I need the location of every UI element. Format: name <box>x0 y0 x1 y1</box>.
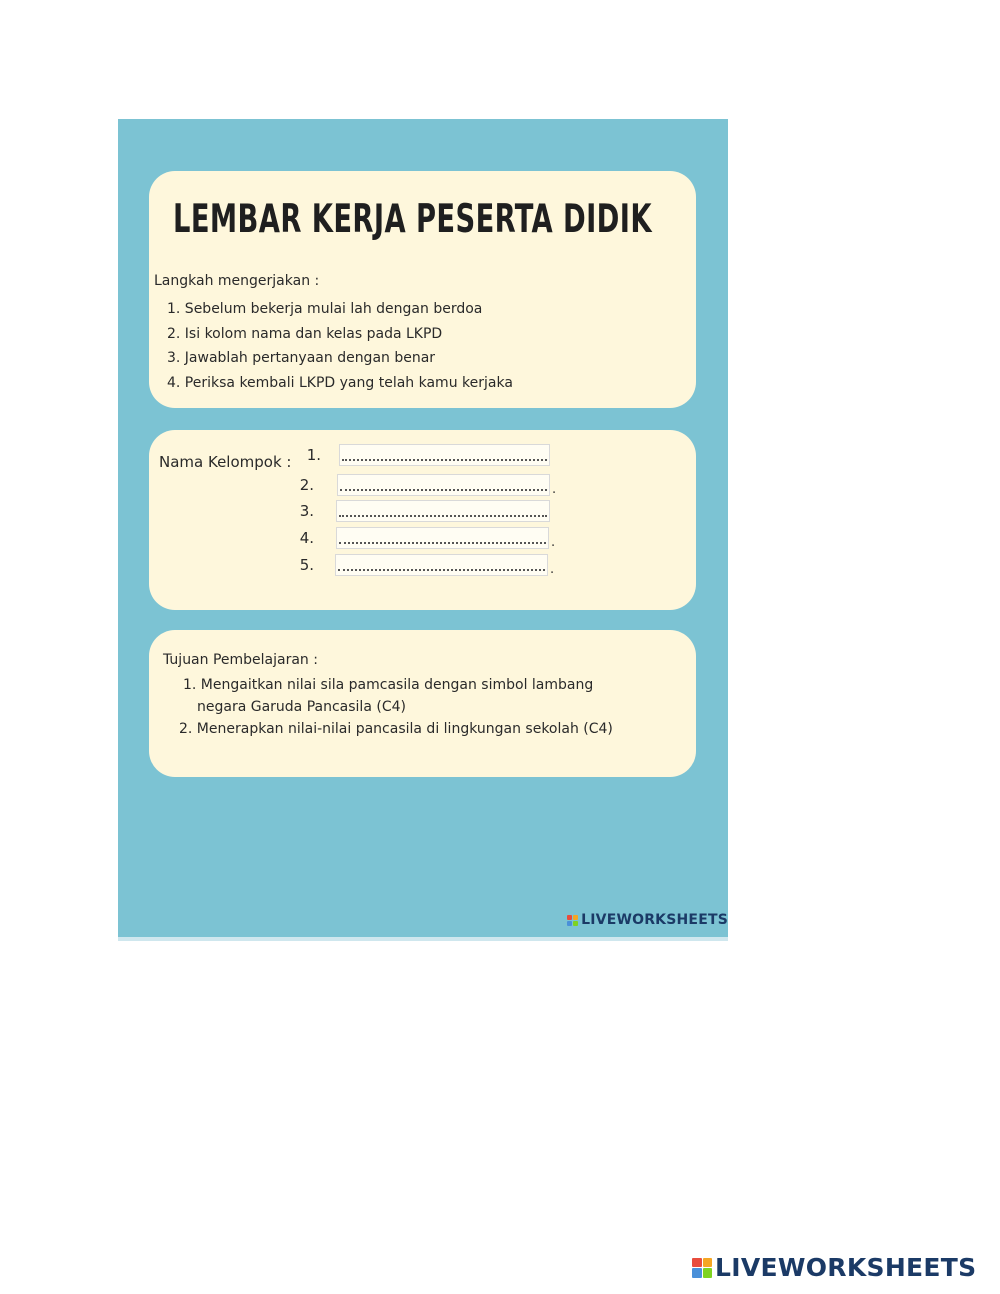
worksheet-image <box>118 119 728 939</box>
image-border <box>118 937 728 941</box>
liveworksheets-logo[interactable] <box>692 1253 976 1282</box>
instruction-step: 2. Isi kolom nama dan kelas pada LKPD <box>167 325 443 342</box>
instructions-card <box>149 171 696 408</box>
goal-item: 1. Mengaitkan nilai sila pamcasila dengan simbol lambang <box>183 677 594 693</box>
logo-blocks-icon <box>692 1258 712 1278</box>
worksheet-title: LEMBAR KERJA PESERTA DIDIK <box>173 197 652 242</box>
member-row-4: 4. . <box>292 527 562 551</box>
instructions-list <box>167 297 513 395</box>
member-row-5: 5. . <box>292 554 562 578</box>
goals-list <box>173 674 613 740</box>
goal-item-continuation: negara Garuda Pancasila (C4) <box>197 699 406 715</box>
instructions-heading: Langkah mengerjakan : <box>154 273 320 289</box>
instruction-step: 4. Periksa kembali LKPD yang telah kamu kerjaka <box>167 374 513 391</box>
group-card <box>149 430 696 610</box>
goal-item: 2. Menerapkan nilai-nilai pancasila di lingkungan sekolah (C4) <box>179 721 613 737</box>
member-number: 3. <box>299 502 314 520</box>
brand-name: LIVEWORKSHEETS <box>715 1253 977 1282</box>
member-name-input-2[interactable] <box>337 474 550 496</box>
instruction-step: 1. Sebelum bekerja mulai lah dengan berdoa <box>167 301 483 317</box>
brand-name: LIVEWORKSHEETS <box>581 912 728 928</box>
member-name-input-1[interactable] <box>339 444 550 466</box>
member-name-input-3[interactable] <box>336 500 550 522</box>
group-label: Nama Kelompok : <box>159 453 292 471</box>
member-row-1 <box>299 444 559 468</box>
goals-card <box>149 630 696 777</box>
member-row-3 <box>292 500 562 524</box>
member-row-2: 2. . <box>292 474 562 498</box>
member-number: 1. <box>306 446 321 464</box>
member-name-input-5[interactable] <box>335 554 548 576</box>
goals-heading: Tujuan Pembelajaran : <box>163 652 318 668</box>
member-number: 5. <box>299 556 314 574</box>
liveworksheets-logo-small <box>567 912 728 928</box>
member-name-input-4[interactable] <box>336 527 549 549</box>
member-number: 4. <box>299 529 314 547</box>
member-number: 2. <box>299 476 314 494</box>
logo-blocks-icon <box>567 915 578 926</box>
instruction-step: 3. Jawablah pertanyaan dengan benar <box>167 350 436 366</box>
